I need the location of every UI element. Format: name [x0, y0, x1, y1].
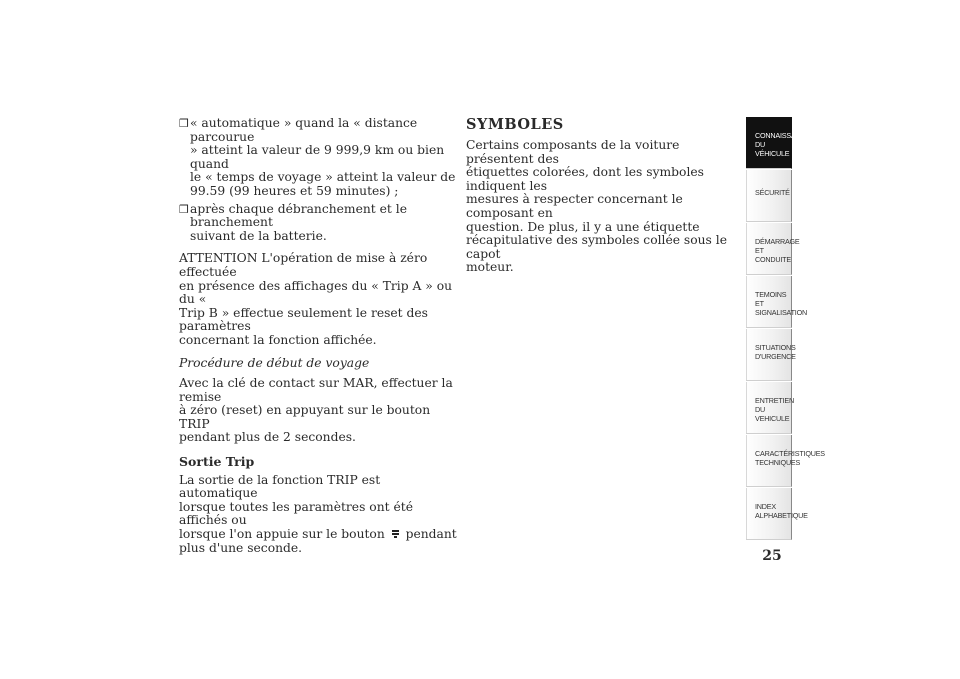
text-line: plus d'une seconde.: [179, 540, 303, 555]
sortie-trip-title: Sortie Trip: [179, 454, 255, 470]
tab-label: VÉHICULE: [755, 149, 790, 158]
tab-label: CONDUITE: [755, 255, 791, 264]
text-line: concernant la fonction affichée.: [179, 332, 377, 347]
text-line: en présence des affichages du « Trip A » ou du «: [179, 278, 453, 307]
text-line: suivant de la batterie.: [190, 228, 327, 243]
symboles-title: SYMBOLES: [466, 116, 564, 133]
tab-label: CONNAISSANCE DU: [755, 131, 811, 149]
text-line: le « temps de voyage » atteint la valeur de: [190, 170, 456, 185]
tab-label: ENTRETIEN DU: [755, 396, 794, 414]
sortie-paragraph: [179, 474, 459, 556]
bullet-auto-reset: [179, 117, 459, 199]
tab-label: INDEX: [755, 502, 776, 511]
text-line: » atteint la valeur de 9 999,9 km ou bien quand: [190, 143, 445, 171]
tab-label: SITUATIONS: [755, 343, 796, 352]
left-column: [179, 117, 459, 555]
text-line: après chaque débranchement et le branchement: [190, 201, 407, 230]
text-line: question. De plus, il y a une étiquette: [466, 219, 700, 234]
procedure-title: Procédure de début de voyage: [179, 355, 370, 370]
tab-label: SIGNALISATION: [755, 308, 807, 317]
text-line: « automatique » quand la « distance parcourue: [190, 116, 418, 144]
chapter-tabs: [746, 117, 825, 541]
tab-label: VEHICULE: [755, 414, 790, 423]
right-column: [466, 117, 744, 275]
tab-label: ALPHABETIQUE: [755, 511, 808, 520]
tab-connaissance-du-vehicule[interactable]: [746, 117, 811, 169]
tab-index-alphabetique[interactable]: [746, 488, 808, 540]
text-line: récapitulative des symboles collée sous le capot: [466, 233, 727, 261]
text-line: 99.59 (99 heures et 59 minutes) ;: [190, 183, 399, 198]
text-line: à zéro (reset) en appuyant sur le bouton TRIP: [179, 403, 431, 431]
trip-button-icon: [391, 529, 400, 539]
bullet-icon: ❒: [179, 117, 189, 130]
attention-paragraph: [179, 252, 459, 347]
bullet-battery: [179, 203, 459, 244]
tab-label: D'URGENCE: [755, 352, 796, 361]
text-line: étiquettes colorées, dont les symboles indiquent les: [466, 165, 704, 193]
tab-temoins-et-signalisation[interactable]: [746, 276, 807, 328]
tab-caracteristiques-techniques[interactable]: [746, 435, 825, 487]
tab-label: TECHNIQUES: [755, 458, 801, 467]
text-line: pendant plus de 2 secondes.: [179, 430, 356, 445]
tab-situations-d-urgence[interactable]: [746, 329, 796, 381]
text-line: lorsque l'on appuie sur le bouton: [179, 527, 385, 542]
tab-label: DÉMARRAGE ET: [755, 237, 800, 255]
tab-entretien-du-vehicule[interactable]: [746, 382, 792, 434]
text-line: Trip B » effectue seulement le reset des paramètres: [179, 305, 428, 334]
tab-demarrage-et-conduite[interactable]: [746, 223, 800, 275]
text-line: Certains composants de la voiture présentent des: [466, 138, 680, 166]
tab-label: TEMOINS ET: [755, 290, 787, 308]
bullet-icon: ❒: [179, 202, 189, 216]
tab-securite[interactable]: [746, 170, 792, 222]
symboles-paragraph: [466, 139, 744, 275]
text-line: Avec la clé de contact sur MAR, effectuer la remise: [179, 376, 453, 404]
text-line: mesures à respecter concernant le composant en: [466, 192, 683, 220]
text-line: lorsque toutes les paramètres ont été affichés ou: [179, 499, 413, 528]
procedure-paragraph: [179, 377, 459, 445]
tab-label: CARACTÉRISTIQUES: [755, 449, 825, 458]
text-line: ATTENTION L'opération de mise à zéro effectuée: [179, 251, 428, 279]
text-line: La sortie de la fonction TRIP est automatique: [179, 472, 381, 501]
tab-label: SÉCURITÉ: [755, 188, 790, 197]
page-number: 25: [762, 548, 782, 564]
text-line: pendant: [405, 527, 457, 542]
text-line: moteur.: [466, 260, 514, 275]
